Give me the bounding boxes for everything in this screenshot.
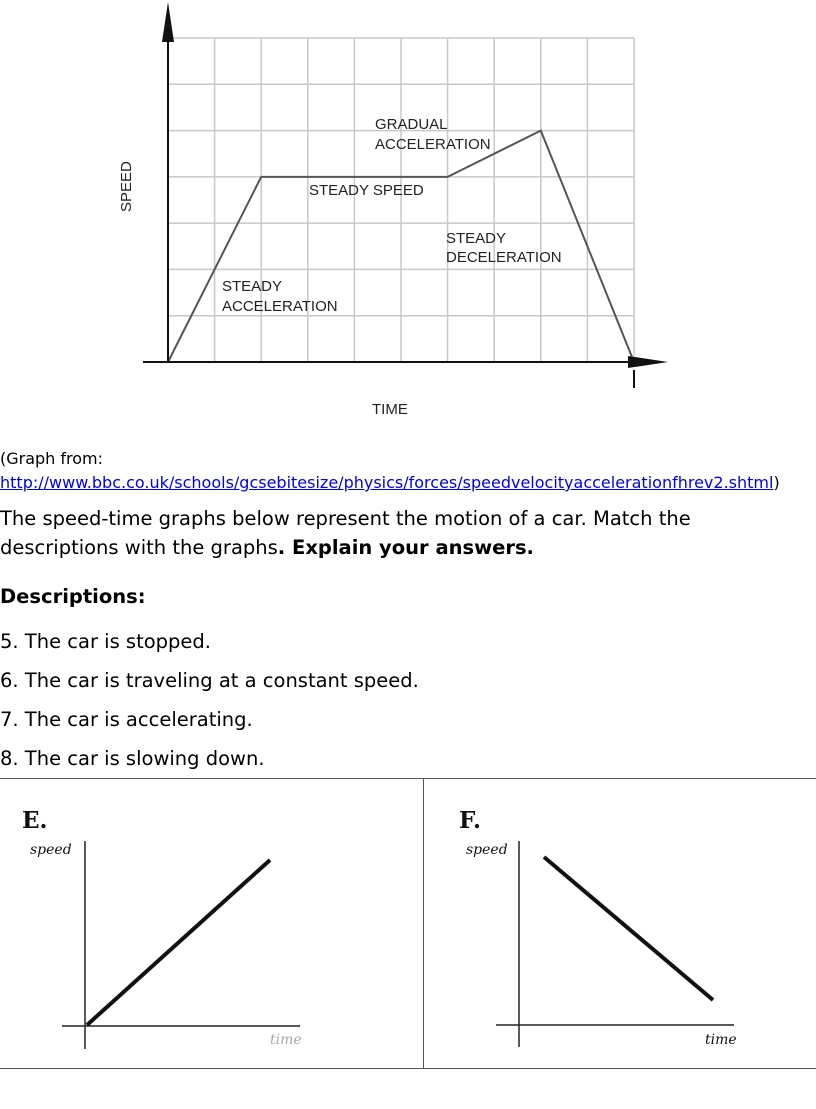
panel-e (0, 779, 423, 1068)
panel-e-xlabel: time (270, 1032, 302, 1048)
credit-prefix: (Graph from: (0, 449, 104, 468)
description-item: 5. The car is stopped. (0, 630, 211, 653)
description-item: 6. The car is traveling at a constant speed. (0, 669, 419, 692)
graphs-table (0, 778, 816, 1069)
annotation-steady-deceleration-1: STEADY (446, 230, 507, 247)
graph-credit (0, 447, 780, 495)
description-item: 7. The car is accelerating. (0, 708, 253, 731)
annotation-steady-speed: STEADY SPEED (309, 182, 424, 199)
y-axis-label: SPEED (118, 161, 135, 212)
x-axis-label: TIME (372, 401, 408, 418)
panel-f-letter: F. (459, 807, 482, 834)
annotation-gradual-acceleration-1: GRADUAL (375, 116, 448, 133)
description-item: 8. The car is slowing down. (0, 747, 265, 770)
panel-e-letter: E. (22, 807, 48, 834)
intro-bold-text: . Explain your answers. (277, 536, 534, 559)
annotation-gradual-acceleration-2: ACCELERATION (375, 136, 491, 153)
panel-e-line (87, 860, 270, 1025)
panel-f (424, 779, 816, 1068)
intro-text: The speed-time graphs below represent the motion of a car. Match the descriptions with the graphs (0, 507, 691, 559)
annotation-steady-acceleration-1: STEADY (222, 278, 283, 295)
annotation-steady-deceleration-2: DECELERATION (446, 249, 562, 266)
speed-time-graph (0, 0, 680, 430)
y-axis-arrow (162, 2, 174, 42)
annotation-steady-acceleration-2: ACCELERATION (222, 298, 338, 315)
intro-paragraph (0, 504, 812, 562)
panel-f-ylabel: speed (466, 842, 508, 858)
descriptions-heading: Descriptions: (0, 585, 146, 608)
panel-f-line (544, 857, 713, 1000)
descriptions-list (0, 622, 419, 778)
panel-f-xlabel: time (705, 1032, 737, 1048)
credit-suffix: ) (773, 473, 780, 492)
x-axis-arrow (628, 356, 668, 368)
credit-link[interactable]: http://www.bbc.co.uk/schools/gcsebitesize/physics/forces/speedvelocityaccelerationfhrev2.shtml (0, 473, 774, 492)
panel-e-ylabel: speed (30, 842, 72, 858)
